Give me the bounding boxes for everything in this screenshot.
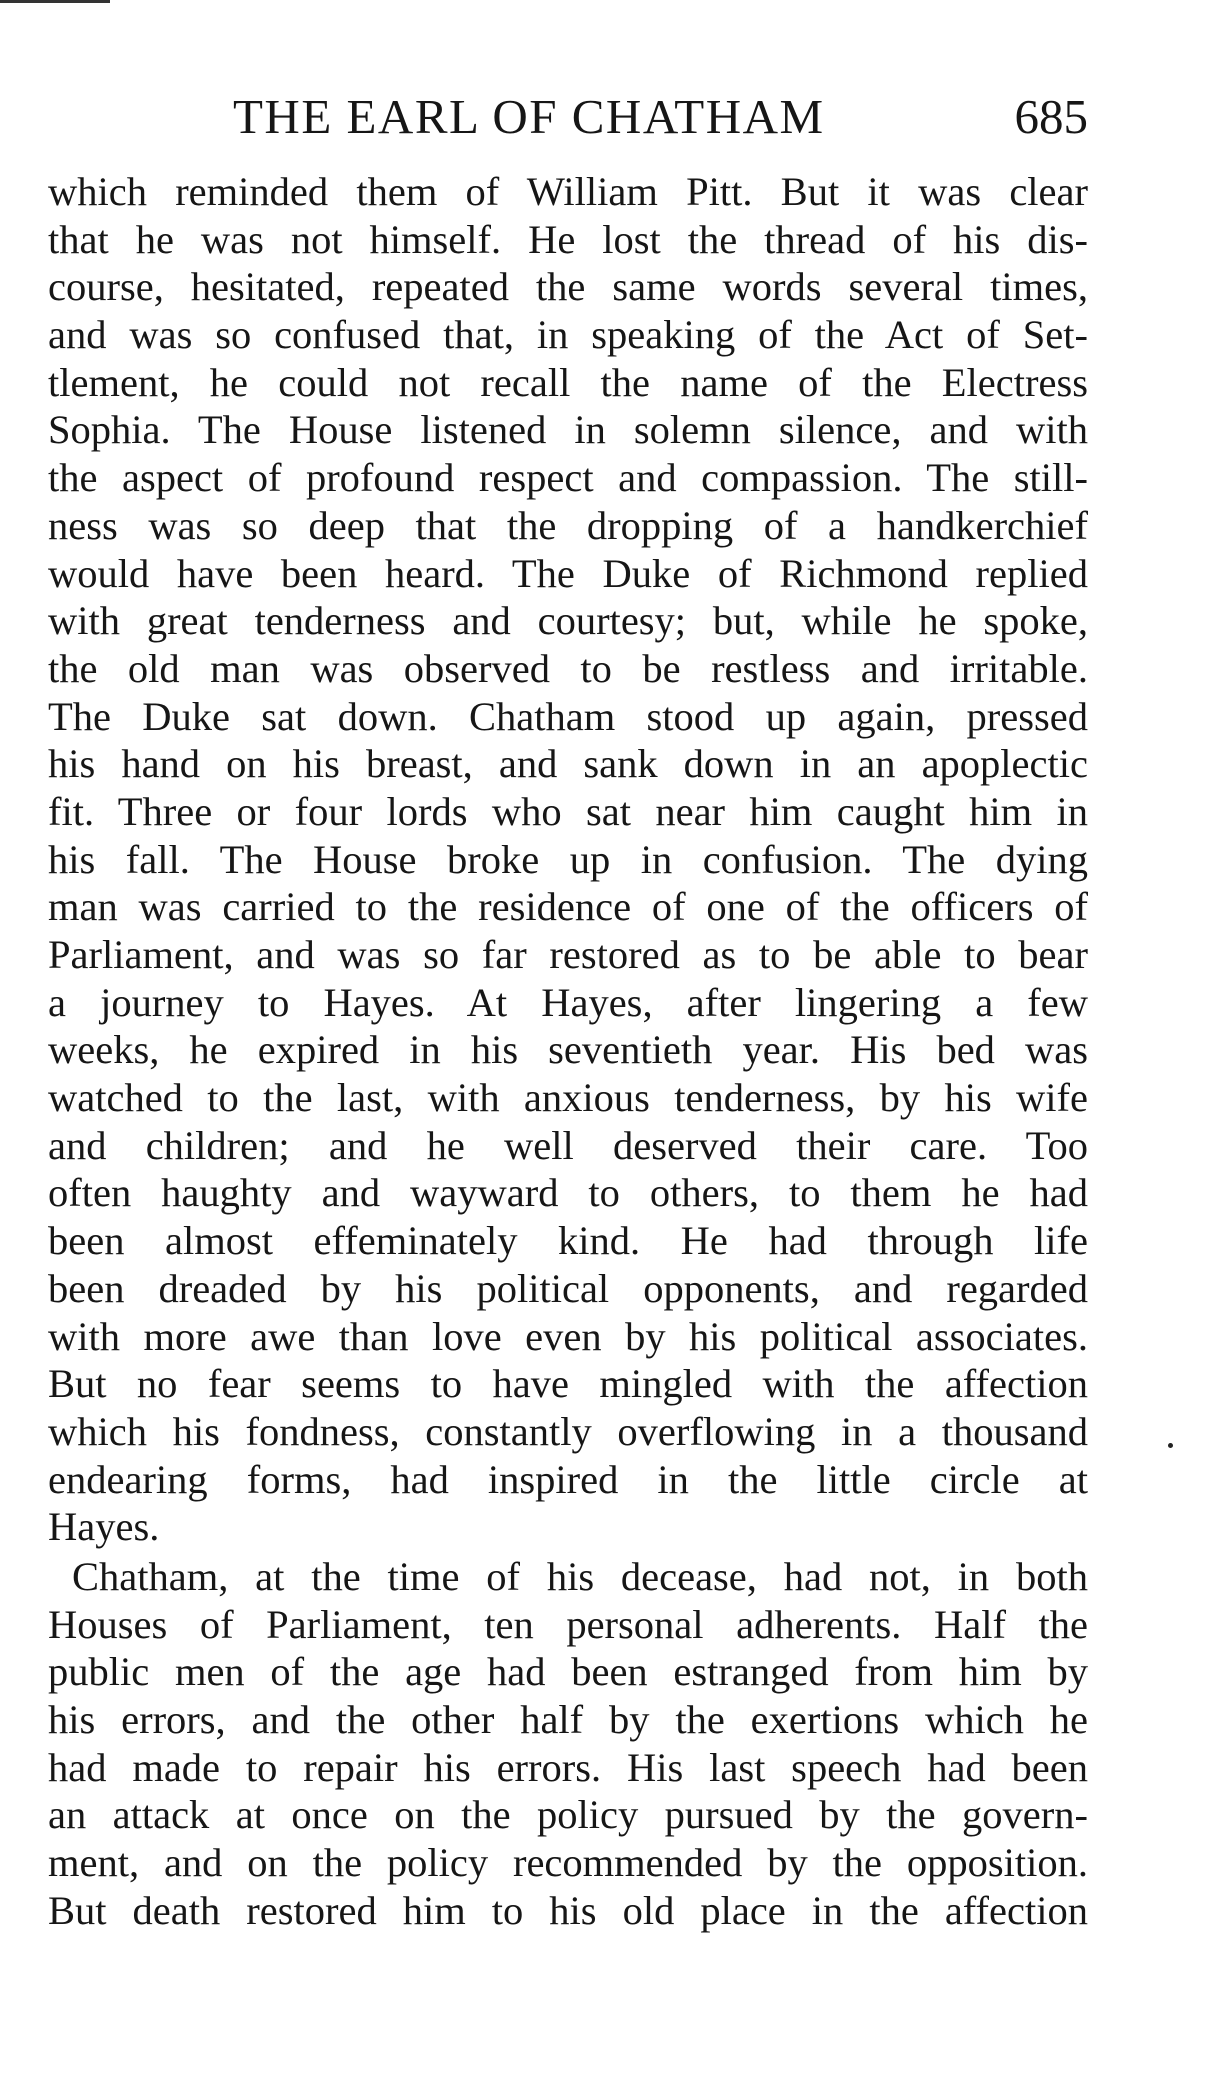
text-line: often haughty and wayward to others, to them he had xyxy=(48,1170,1088,1216)
text-line: Houses of Parliament, ten personal adherents. Half the xyxy=(48,1601,1088,1647)
text-line: with more awe than love even by his political associates. xyxy=(48,1313,1088,1359)
text-line: and children; and he well deserved their care. Too xyxy=(48,1122,1088,1168)
body-text xyxy=(48,168,1088,1934)
ink-speck xyxy=(1168,1443,1173,1448)
text-line: public men of the age had been estranged from him by xyxy=(48,1649,1088,1695)
text-line: Parliament, and was so far restored as to be able to bear xyxy=(48,932,1088,977)
text-line: been almost effeminately kind. He had through life xyxy=(48,1218,1088,1264)
text-line: which his fondness, constantly overflowing in a thousand xyxy=(48,1408,1088,1454)
text-line: Chatham, at the time of his decease, had not, in both xyxy=(72,1553,1088,1599)
text-line: his fall. The House broke up in confusion. The dying xyxy=(48,836,1088,882)
running-head: THE EARL OF CHATHAM xyxy=(233,89,825,144)
text-line: the old man was observed to be restless and irritable. xyxy=(48,645,1088,691)
text-line: which reminded them of William Pitt. But it was clear xyxy=(48,169,1088,214)
text-line: his errors, and the other half by the exertions which he xyxy=(48,1697,1088,1742)
text-line: that he was not himself. He lost the thread of his dis- xyxy=(48,216,1088,262)
text-line: fit. Three or four lords who sat near him caught him in xyxy=(48,788,1088,834)
paragraph-1 xyxy=(48,168,1088,1551)
text-line: the aspect of profound respect and compassion. The still- xyxy=(48,455,1088,501)
top-rule xyxy=(0,0,110,3)
text-line: his hand on his breast, and sank down in an apoplectic xyxy=(48,741,1088,787)
text-line: course, hesitated, repeated the same words several times, xyxy=(48,264,1088,310)
text-line: weeks, he expired in his seventieth year. His bed was xyxy=(48,1027,1088,1073)
paragraph-2 xyxy=(48,1553,1088,1935)
text-line: been dreaded by his political opponents, and regarded xyxy=(48,1265,1088,1311)
text-line: But death restored him to his old place in the affection xyxy=(48,1887,1088,1933)
page-number: 685 xyxy=(1014,89,1088,144)
text-line: Hayes. xyxy=(48,1504,160,1550)
text-line: The Duke sat down. Chatham stood up again, pressed xyxy=(48,693,1088,739)
text-line: But no fear seems to have mingled with the affection xyxy=(48,1361,1088,1407)
text-line: ness was so deep that the dropping of a handkerchief xyxy=(48,502,1088,548)
page-header xyxy=(48,88,1088,158)
text-line: tlement, he could not recall the name of the Electress xyxy=(48,359,1088,405)
text-line: a journey to Hayes. At Hayes, after lingering a few xyxy=(48,979,1088,1025)
text-line: watched to the last, with anxious tenderness, by his wife xyxy=(48,1075,1088,1121)
text-line: endearing forms, had inspired in the little circle at xyxy=(48,1456,1088,1502)
text-line: would have been heard. The Duke of Richmond replied xyxy=(48,550,1088,596)
text-line: an attack at once on the policy pursued by the govern- xyxy=(48,1792,1088,1838)
text-line: with great tenderness and courtesy; but, while he spoke, xyxy=(48,598,1088,644)
text-line: ment, and on the policy recommended by the opposition. xyxy=(48,1840,1088,1886)
text-line: man was carried to the residence of one of the officers of xyxy=(48,884,1088,930)
text-line: had made to repair his errors. His last speech had been xyxy=(48,1744,1088,1790)
text-line: Sophia. The House listened in solemn silence, and with xyxy=(48,407,1088,453)
text-line: and was so confused that, in speaking of the Act of Set- xyxy=(48,312,1088,358)
